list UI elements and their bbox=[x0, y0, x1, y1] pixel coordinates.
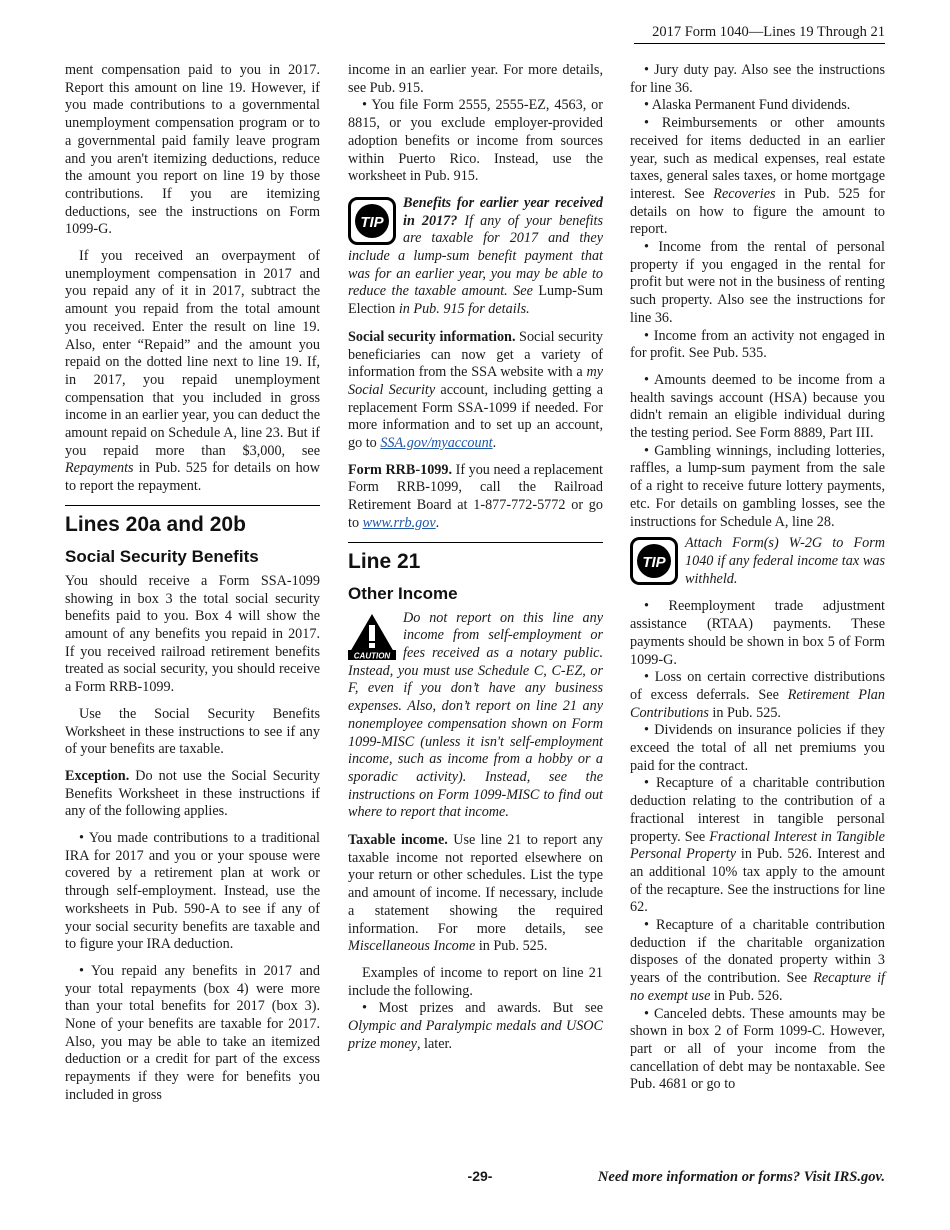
section-divider bbox=[348, 542, 603, 543]
paragraph: Use the Social Security Benefits Worksheet in these instructions to see if any of your benefits are taxable. bbox=[65, 705, 320, 758]
paragraph: income in an earlier year. For more details, see Pub. 915. bbox=[348, 62, 603, 96]
subsection-heading: Social Security Benefits bbox=[65, 546, 259, 566]
subsection-heading: Other Income bbox=[348, 583, 458, 603]
caution-icon bbox=[348, 612, 396, 660]
column-2 bbox=[348, 62, 603, 1053]
bullet-item: • Most prizes and awards. But see Olympic and Paralympic medals and USOC prize money, later. bbox=[348, 1000, 604, 1052]
paragraph: Examples of income to report on line 21 include the following. bbox=[348, 964, 603, 999]
bullet-item: • Alaska Permanent Fund dividends. bbox=[644, 97, 851, 114]
bullet-item: • Reemployment trade adjustment assistance (RTAA) payments. These payments should be shown in box 5 of Form 1099-G. bbox=[630, 598, 885, 668]
section-heading: Lines 20a and 20b bbox=[65, 512, 246, 536]
page-number: -29- bbox=[467, 1168, 493, 1184]
bullet-item: • Recapture of a charitable contribution deduction relating to the contribution of a fractional interest in tangible personal property. See Fractional Interest in Tangible Personal Property in Pub. 526. Interest and an additional 10% tax apply to the amount of the recapture. See the instructions for line 62. bbox=[630, 775, 885, 916]
column-1 bbox=[65, 62, 320, 1105]
bullet-item: • Dividends on insurance policies if they exceed the total of all net premiums you paid for the contract. bbox=[630, 722, 886, 774]
bullet-item: • Amounts deemed to be income from a health savings account (HSA) because you didn't remain an eligible individual during the testing period. See Form 8889, Part III. bbox=[630, 371, 886, 442]
paragraph: ment compensation paid to you in 2017. Report this amount on line 19. However, if you made contributions to a governmental unemployment compensation program or to a governmental paid family leave program and you aren't itemizing deductions, reduce the amount you report on line 19 by those contributions. If you are itemizing deductions, see the instructions on Form 1099-G. bbox=[65, 62, 320, 238]
svg-text:TIP: TIP bbox=[360, 213, 384, 231]
column-3 bbox=[630, 62, 885, 1094]
rrb-link[interactable]: www.rrb.gov bbox=[362, 514, 436, 531]
section-divider bbox=[65, 505, 320, 506]
bullet-item: • Recapture of a charitable contribution deduction if the charitable organization disposes of the donated property within 3 years of the contribution. See Recapture if no exempt use in Pub. 526. bbox=[630, 917, 885, 1004]
section-heading: Line 21 bbox=[348, 549, 421, 573]
tip-note: TIP Benefits for earlier year received in 2017? If any of your benefits are taxable for 2017 and they include a lump-sum benefit payment that was for an earlier year, you may be able to reduce the taxable amount. See Lump-Sum Election in Pub. 915 for details. bbox=[348, 194, 603, 318]
exception-paragraph: Exception. Do not use the Social Security Benefits Worksheet in these instructions if any of the following applies. bbox=[65, 767, 320, 820]
ssa-link[interactable]: SSA.gov/myaccount bbox=[380, 435, 493, 452]
svg-text:CAUTION: CAUTION bbox=[353, 651, 391, 660]
paragraph: Taxable income. Use line 21 to report any taxable income not reported elsewhere on your return or other schedules. List the type and amount of income. If necessary, include a statement showing the required information. For more details, see Miscellaneous Income in Pub. 525. bbox=[348, 832, 603, 955]
bullet-item: • You repaid any benefits in 2017 and your total repayments (box 4) were more than your total benefits for 2017 (box 3). None of your benefits are taxable for 2017. Also, you may be able to take an itemized deduction or a credit for part of the excess repayments if they were for benefits you included in gross bbox=[65, 962, 320, 1103]
tip-icon bbox=[348, 197, 396, 245]
bullet-item: • Jury duty pay. Also see the instructions for line 36. bbox=[630, 62, 885, 96]
bullet-item: • Gambling winnings, including lotteries, raffles, a lump-sum payment from the sale of a right to receive future lottery payments, etc. For details on gambling losses, see the instructions for Schedule A, line 28. bbox=[630, 442, 885, 530]
bullet-item: • You file Form 2555, 2555-EZ, 4563, or 8815, or you exclude employer-provided adoption benefits or income from sources within Puerto Rico. Instead, use the worksheet in Pub. 915. bbox=[348, 97, 603, 185]
paragraph: Form RRB-1099. If you need a replacement Form RRB-1099, call the Railroad Retirement Board at 1-877-772-5772 or go to www.rrb.gov. bbox=[348, 461, 603, 531]
tip-note: TIP Attach Form(s) W-2G to Form 1040 if any federal income tax was withheld. bbox=[630, 535, 885, 588]
running-title: 2017 Form 1040—Lines 19 Through 21 bbox=[652, 24, 885, 40]
paragraph: Social security information. Social security beneficiaries can now get a variety of information from the SSA website with a my Social Security account, including getting a replacement Form SSA-1099 if needed. For more information and to set up an account, go to SSA.gov/myaccount. bbox=[348, 328, 603, 452]
tip-icon bbox=[630, 537, 678, 585]
footer-note: Need more information or forms? Visit IRS.gov. bbox=[597, 1169, 885, 1185]
svg-text:TIP: TIP bbox=[642, 554, 666, 572]
paragraph: If you received an overpayment of unemployment compensation in 2017 and you repaid any of it in 2017, subtract the amount you repaid from the total amount you received. Enter the result on line 19. Also, enter “Repaid” and the amount you repaid on the dotted line next to line 19. If, in 2017, you repaid unemployment compensation that you included in gross income in an earlier year, you can deduct the amount repaid on Schedule A, line 23. But if you repaid more than $3,000, see Repayments in Pub. 525 for details on how to report the repayment. bbox=[65, 248, 320, 495]
paragraph: You should receive a Form SSA-1099 showing in box 3 the total social security benefits paid to you. Box 4 will show the amount of any benefits you repaid in 2017. If you received railroad retirement benefits treated as social security, you should receive a Form RRB-1099. bbox=[65, 572, 320, 696]
bullet-item: • You made contributions to a traditional IRA for 2017 and you or your spouse were covered by a retirement plan at work or through self-employment. Instead, use the worksheets in Pub. 590-A to see if any of your social security benefits are taxable and to figure your IRA deduction. bbox=[65, 830, 320, 953]
bullet-item: • Income from the rental of personal property if you engaged in the rental for profit but were not in the business of renting such property. Also see the instructions for line 36. bbox=[630, 239, 885, 326]
bullet-item: • Income from an activity not engaged in for profit. See Pub. 535. bbox=[630, 327, 885, 362]
bullet-item: • Loss on certain corrective distributions of excess deferrals. See Retirement Plan Contributions in Pub. 525. bbox=[630, 669, 885, 721]
caution-note: CAUTION Do not report on this line any income from self-employment or fees received as a notary public. Instead, you must use Schedule C, C-EZ, or F, even if you don’t have any business expenses. Also, don’t report on line 21 any nonemployee compensation shown on Form 1099-MISC (unless it isn't self-employment income, such as income from a hobby or a sporadic activity). Instead, see the instructions on Form 1099-MISC to find out where to report that income. bbox=[348, 609, 603, 821]
running-header bbox=[634, 24, 885, 44]
bullet-item: • Reimbursements or other amounts received for items deducted in an earlier year, such as medical expenses, real estate taxes, general sales taxes, or home mortgage interest. See Recoveries in Pub. 525 for details on how to figure the amount to report. bbox=[630, 115, 886, 238]
bullet-item: • Canceled debts. These amounts may be shown in box 2 of Form 1099-C. However, part or all of your income from the cancellation of debt may be nontaxable. See Pub. 4681 or go to bbox=[630, 1005, 885, 1093]
